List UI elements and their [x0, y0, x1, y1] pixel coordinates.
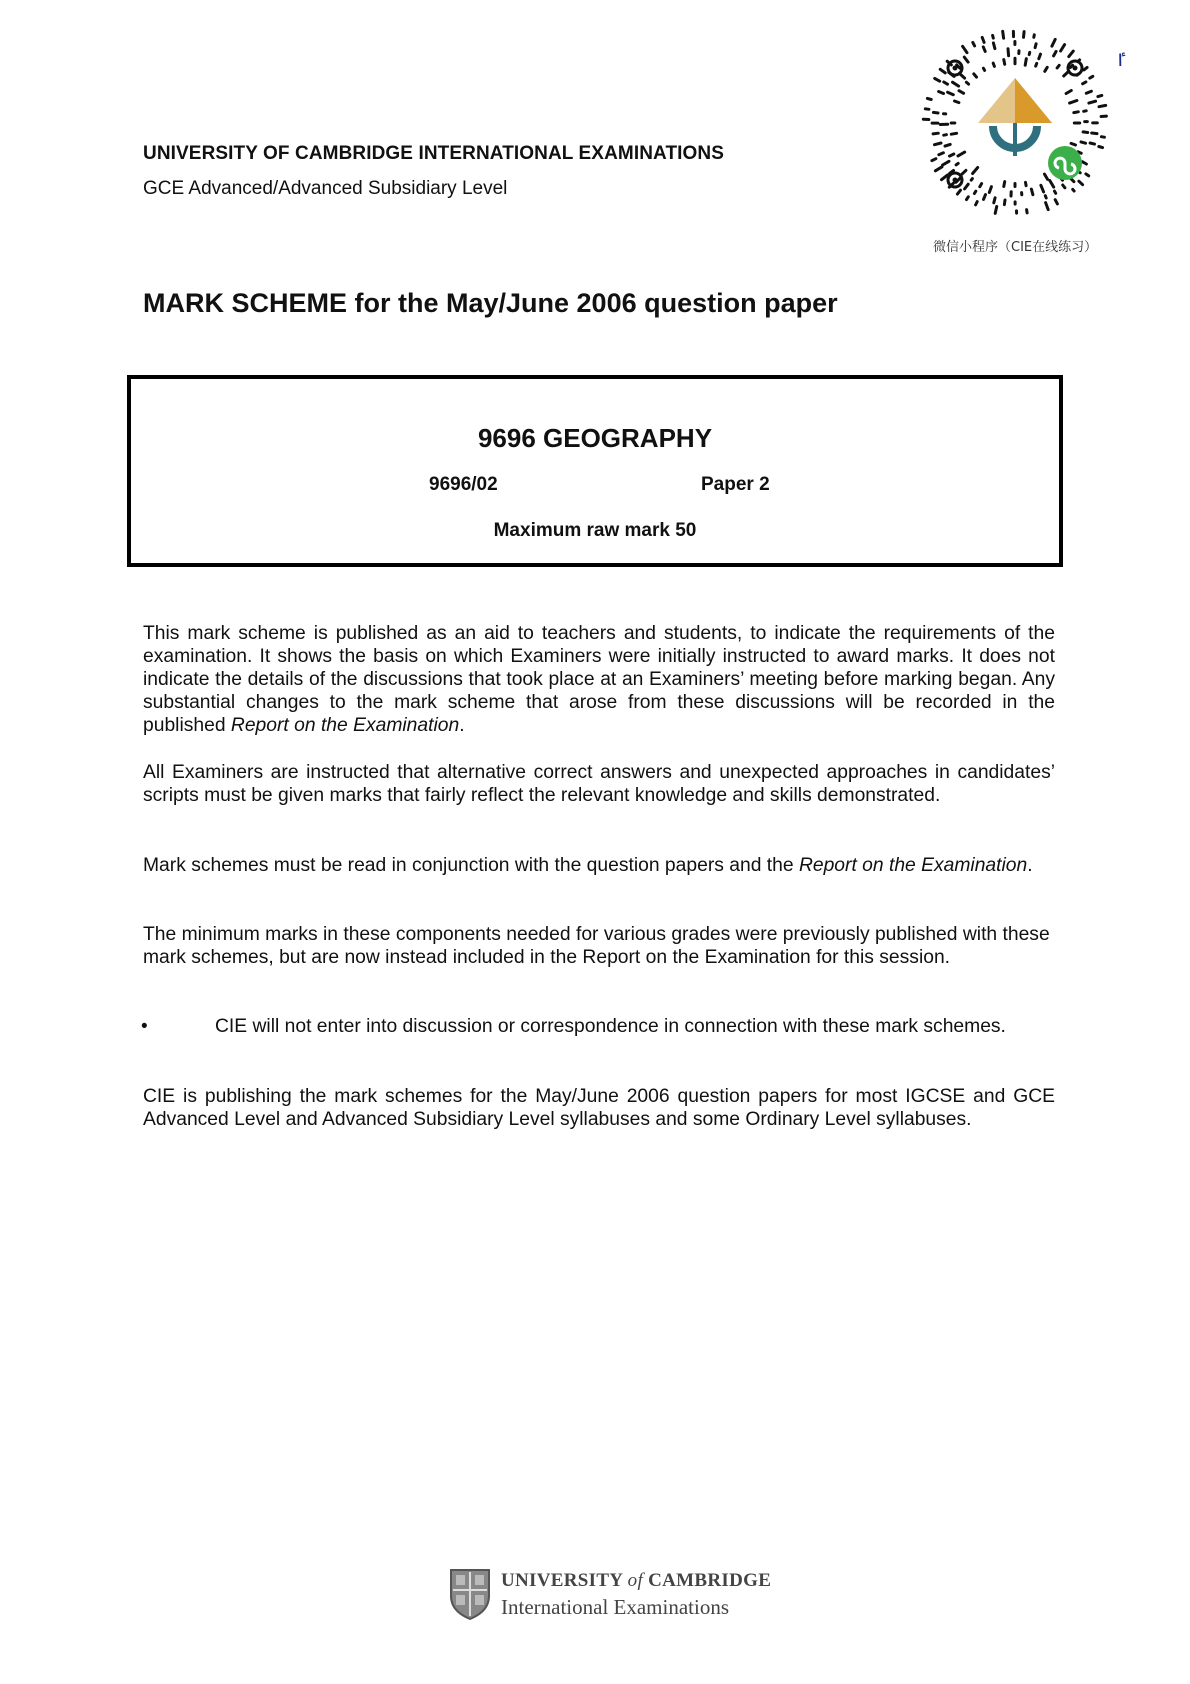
qr-dash — [1066, 91, 1071, 94]
qr-dash — [1004, 182, 1005, 187]
qr-dash — [933, 112, 938, 113]
corner-mark: ٵ — [1115, 50, 1126, 70]
paper-number: Paper 2 — [701, 474, 770, 495]
qr-dash — [944, 135, 947, 136]
qr-dash — [1098, 95, 1102, 96]
qr-dash — [1099, 105, 1106, 106]
qr-dash — [939, 92, 944, 94]
qr-dash — [932, 159, 936, 161]
bullet-text: CIE will not enter into discussion or correspondence in connection with these mark schemes. — [215, 1016, 1006, 1037]
qr-dash — [1079, 181, 1083, 185]
qr-dash — [935, 167, 942, 171]
qr-dash — [948, 92, 954, 95]
qr-dash — [1045, 67, 1047, 71]
qr-code-graphic — [920, 28, 1110, 218]
qr-dash — [951, 133, 956, 134]
qr-dash — [993, 43, 995, 49]
intro-paragraph: This mark scheme is published as an aid to teachers and students, to indicate the requirements of the examination. It shows the basis on which Examiners were initially instructed to award marks. It does not indicate the details of the discussions that took place at an Examiners’ meeting before marking began. Any substantial changes to the mark scheme that arose from these discussions will be recorded in the published Report on the Examination. — [143, 623, 1055, 736]
qr-dash — [1004, 60, 1005, 65]
qr-dash — [1036, 63, 1037, 66]
qr-dash — [939, 153, 944, 155]
qr-dash — [1081, 142, 1086, 143]
qr-dash — [1061, 45, 1065, 51]
qr-dash — [925, 109, 929, 110]
qr-dash — [1073, 189, 1074, 191]
qr-dash — [963, 46, 967, 52]
report-reference: Report on the Examination — [798, 855, 1028, 876]
qr-caption: 微信小程序（CIE在线练习） — [933, 240, 1098, 255]
qr-dash — [953, 82, 959, 86]
qr-dash — [1084, 67, 1087, 70]
paper-code: 9696/02 — [429, 474, 498, 495]
qr-dash — [1090, 76, 1093, 78]
qr-dash — [1029, 52, 1030, 54]
qr-dash — [1090, 143, 1094, 144]
qr-dash — [993, 35, 994, 38]
subject-box — [127, 375, 1063, 567]
qr-dash — [971, 179, 972, 181]
qr-dash — [950, 154, 954, 156]
qr-dash — [1086, 91, 1091, 93]
qr-dash — [1024, 32, 1025, 38]
qr-dash — [935, 78, 940, 81]
qr-dash — [1084, 111, 1087, 112]
qr-dash — [1008, 49, 1009, 56]
qr-dash — [1086, 174, 1089, 176]
qr-dash — [1099, 147, 1103, 148]
qr-dash — [974, 191, 975, 193]
qr-dash — [1092, 133, 1097, 134]
page-title: MARK SCHEME for the May/June 2006 question paper — [143, 288, 838, 318]
qr-dash — [945, 144, 950, 146]
qr-dash — [1054, 51, 1057, 56]
qr-dash — [995, 207, 997, 214]
qr-dash — [1089, 101, 1096, 103]
qr-dash — [1052, 39, 1055, 46]
qr-dash — [1050, 180, 1054, 187]
qr-dash — [957, 190, 960, 194]
logo-subtitle-text: International Examinations — [501, 1595, 730, 1619]
qr-dash — [1055, 200, 1057, 204]
logo-university-text: UNIVERSITY of CAMBRIDGE — [501, 1570, 772, 1591]
qr-dash — [1003, 31, 1004, 38]
qr-dash — [933, 133, 938, 134]
qr-dash — [1063, 185, 1065, 188]
qr-dash — [943, 161, 949, 165]
qr-dash — [1035, 44, 1036, 48]
qr-dash — [1027, 210, 1028, 213]
qr-dash — [1074, 112, 1079, 113]
grades-paragraph: The minimum marks in these components needed for various grades were previously published with these mark schemes, but are now instead included in the Report on the Examination for this session. — [143, 924, 1050, 968]
maximum-mark: Maximum raw mark 50 — [493, 520, 697, 541]
qr-dash — [1070, 65, 1072, 67]
qr-dash — [1055, 191, 1056, 193]
qr-dash — [1026, 182, 1027, 185]
qr-dash — [983, 68, 984, 70]
qr-dash — [962, 170, 966, 174]
qr-dash — [1025, 59, 1026, 65]
qr-dash — [1045, 174, 1048, 179]
qr-dash — [994, 198, 995, 203]
qr-dash — [965, 184, 969, 189]
qr-dash — [1041, 185, 1044, 192]
cambridge-logo — [449, 1568, 772, 1624]
crest-icon — [449, 1568, 491, 1620]
qr-dash — [982, 37, 984, 42]
qr-dash — [1004, 200, 1005, 205]
report-reference: Report on the Examination — [230, 715, 460, 736]
qr-dash — [973, 168, 978, 174]
qr-dash — [956, 163, 958, 165]
qr-dash — [993, 63, 994, 66]
mini-program-qr-code[interactable] — [920, 28, 1110, 218]
organization-heading: UNIVERSITY OF CAMBRIDGE INTERNATIONAL EXAMINATIONS — [143, 143, 725, 164]
qr-dash — [1082, 162, 1086, 164]
qr-dash — [966, 82, 968, 84]
qr-dash — [989, 187, 991, 193]
qr-dash — [927, 98, 931, 99]
qr-dash — [1101, 137, 1104, 138]
qr-dash — [974, 74, 977, 77]
qr-dash — [983, 47, 985, 52]
qr-dash — [1057, 65, 1059, 68]
qr-dash — [959, 91, 964, 94]
qr-dash — [958, 152, 965, 156]
qr-dash — [1031, 189, 1033, 195]
bullet-icon: • — [141, 1016, 148, 1037]
qr-dash — [1034, 35, 1035, 38]
qr-dash — [1071, 143, 1075, 145]
qr-dash — [976, 202, 978, 205]
qr-dash — [935, 143, 942, 145]
qr-dash — [984, 195, 986, 200]
qr-dash — [980, 184, 982, 187]
qr-dash — [967, 197, 969, 200]
qr-dash — [955, 101, 959, 103]
qr-dash — [964, 57, 968, 62]
qr-dash — [940, 69, 945, 73]
publishing-paragraph: CIE is publishing the mark schemes for the May/June 2006 question papers for most IGCSE and GCE Advanced Level and Advanced Subsidiary Level syllabuses and some Ordinary Level syllabuses. — [143, 1086, 1055, 1130]
qr-dash — [1046, 203, 1049, 210]
examiners-paragraph: All Examiners are instructed that alternative correct answers and unexpected approaches in candidates’ scripts must be given marks that fairly reflect the relevant knowledge and skills demonstrated. — [143, 762, 1055, 806]
qr-dash — [1069, 51, 1074, 57]
conjunction-paragraph: Mark schemes must be read in conjunction with the question papers and the Report on the Examination. — [143, 855, 1033, 876]
qr-dash — [1045, 196, 1046, 198]
qr-dash — [944, 82, 948, 84]
qr-dash — [1070, 101, 1077, 104]
qr-dash — [1039, 54, 1041, 59]
qualification-level: GCE Advanced/Advanced Subsidiary Level — [143, 178, 508, 199]
qr-dash — [1083, 82, 1086, 84]
qr-dash — [1083, 132, 1088, 133]
subject-title: 9696 GEOGRAPHY — [477, 423, 713, 453]
qr-dash — [973, 42, 975, 46]
